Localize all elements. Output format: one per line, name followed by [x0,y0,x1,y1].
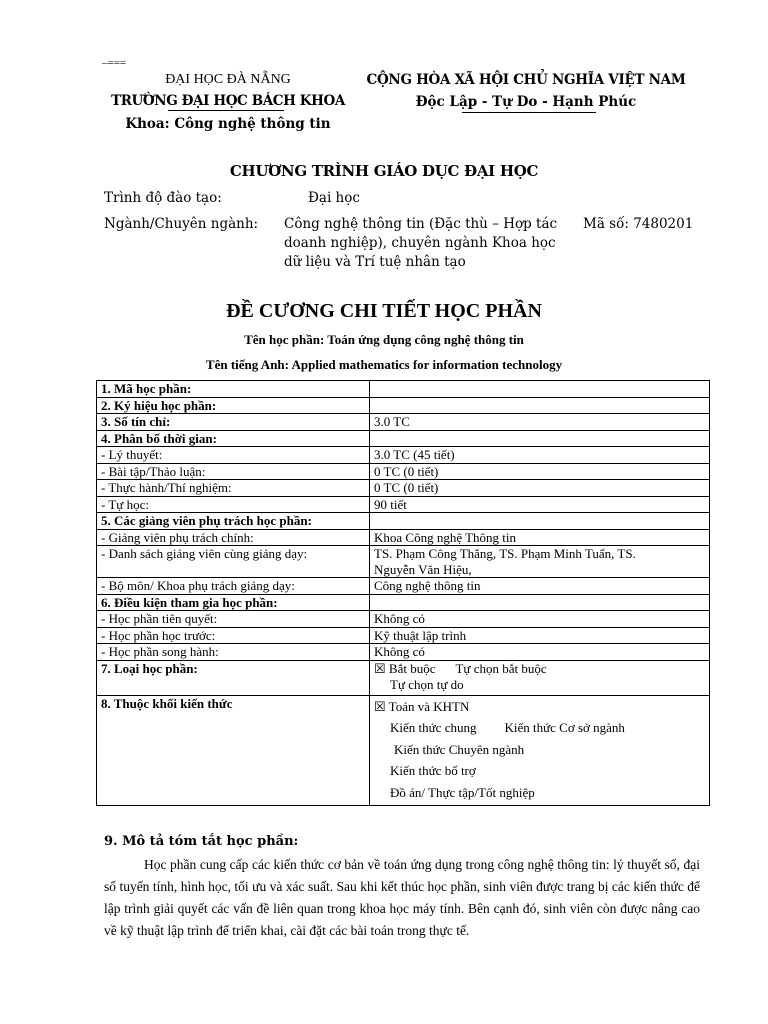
row-value [370,546,710,578]
row-value: 3.0 TC (45 tiết) [370,447,710,464]
row-value: Khoa Công nghệ Thông tin [370,529,710,546]
table-row [97,513,710,530]
school-name: TRƯỜNG ĐẠI HỌC BÁCH KHOA [111,93,345,109]
row-label: - Thực hành/Thí nghiệm: [97,480,370,497]
free-elective-option[interactable]: Tự chọn tự do [390,676,464,692]
table-row [97,529,710,546]
elective-required-option[interactable]: Tự chọn bắt buộc [455,660,547,676]
row-value: 3.0 TC [370,414,710,431]
table-row [97,660,710,695]
table-row [97,480,710,497]
project-internship-option[interactable]: Đồ án/ Thực tập/Tốt nghiệp [390,784,535,800]
major-line-1: Công nghệ thông tin (Đặc thù – Hợp tác [284,216,558,232]
row-label: 8. Thuộc khối kiến thức [97,695,370,806]
row-value: Không có [370,611,710,628]
row-label: - Học phần học trước: [97,627,370,644]
row-label: - Học phần tiên quyết: [97,611,370,628]
course-description-text: Học phần cung cấp các kiến thức cơ bản về toán ứng dụng trong công nghệ thông tin: lý thuyết số, đại số tuyến tính, hình học, tối ưu và xác suất. Sau khi kết thúc học phần, sinh viên được trang bị các kiến thức để lập trình giải quyết các vấn đề liên quan trong khoa học máy tính. Bên cạnh đó, sinh viên còn được nâng cao về kỹ thuật lập trình để triển khai, cài đặt các bài toán trong thực tế. [104,857,700,938]
course-type-options [374,661,705,677]
country-name: CỘNG HÒA XÃ HỘI CHỦ NGHĨA VIỆT NAM [366,72,686,88]
row-label: - Danh sách giảng viên cùng giảng dạy: [97,546,370,578]
major-label: Ngành/Chuyên ngành: [104,216,259,232]
table-row [97,644,710,661]
supplementary-knowledge-option[interactable]: Kiến thức bổ trợ [390,763,476,778]
lecturers-line-1: TS. Phạm Công Thắng, TS. Phạm Minh Tuấn, TS. [374,546,636,561]
knowledge-options-row [374,717,705,739]
foundation-knowledge-option[interactable]: Kiến thức Cơ sở ngành [504,720,625,735]
row-label: 5. Các giảng viên phụ trách học phần: [97,513,370,530]
course-info-table [96,380,710,806]
school-underline [168,110,284,111]
level-value: Đại học [308,190,360,206]
row-label: 4. Phân bố thời gian: [97,430,370,447]
table-row [97,381,710,398]
row-label: 6. Điều kiện tham gia học phần: [97,594,370,611]
section-9-title: 9. Mô tả tóm tắt học phần: [104,834,299,849]
row-label: - Học phần song hành: [97,644,370,661]
table-row [97,430,710,447]
row-value [370,660,710,695]
row-value [370,594,710,611]
table-row [97,496,710,513]
program-title: CHƯƠNG TRÌNH GIÁO DỤC ĐẠI HỌC [229,162,539,180]
row-label: 7. Loại học phần: [97,660,370,695]
row-value [370,695,710,806]
header-mark: –=== [102,57,127,69]
level-label: Trình độ đào tạo: [104,190,222,206]
row-label: - Bài tập/Thảo luận: [97,463,370,480]
major-line-2: doanh nghiệp), chuyên ngành Khoa học [284,235,556,251]
motto-underline [462,112,596,113]
lecturers-line-2: Nguyễn Văn Hiệu, [374,561,472,577]
row-label: - Bộ môn/ Khoa phụ trách giảng dạy: [97,578,370,595]
course-english-name: Tên tiếng Anh: Applied mathematics for information technology [205,357,563,372]
row-value: Công nghệ thông tin [370,578,710,595]
faculty-name: Khoa: Công nghệ thông tin [125,116,331,132]
row-label: - Lý thuyết: [97,447,370,464]
general-knowledge-option[interactable]: Kiến thức chung [390,720,477,735]
major-line-3: dữ liệu và Trí tuệ nhân tạo [284,254,466,270]
table-row [97,594,710,611]
table-row [97,611,710,628]
row-value [370,513,710,530]
course-name: Tên học phần: Toán ứng dụng công nghệ thông tin [244,332,524,347]
program-code: Mã số: 7480201 [583,216,694,232]
course-description [104,854,700,942]
table-row [97,397,710,414]
row-value: 0 TC (0 tiết) [370,480,710,497]
table-row [97,447,710,464]
row-value: Không có [370,644,710,661]
row-value: Kỹ thuật lập trình [370,627,710,644]
table-row [97,695,710,806]
row-value [370,397,710,414]
row-value [370,381,710,398]
row-value: 90 tiết [370,496,710,513]
motto: Độc Lập - Tự Do - Hạnh Phúc [415,94,637,110]
row-label: 3. Số tín chỉ: [97,414,370,431]
document-title: ĐỀ CƯƠNG CHI TIẾT HỌC PHẦN [226,300,542,322]
table-row [97,546,710,578]
table-row [97,414,710,431]
math-science-option[interactable]: ☒ Toán và KHTN [374,698,470,714]
table-row [97,578,710,595]
row-value: 0 TC (0 tiết) [370,463,710,480]
row-label: - Giảng viên phụ trách chính: [97,529,370,546]
university-name: ĐẠI HỌC ĐÀ NẴNG [165,72,291,87]
table-row [97,463,710,480]
table-row [97,627,710,644]
required-checkbox-option[interactable]: ☒ Bắt buộc [374,660,436,676]
row-value [370,430,710,447]
row-label: 1. Mã học phần: [97,381,370,398]
row-label: - Tự học: [97,496,370,513]
specialized-knowledge-option[interactable]: Kiến thức Chuyên ngành [394,741,525,757]
row-label: 2. Ký hiệu học phần: [97,397,370,414]
